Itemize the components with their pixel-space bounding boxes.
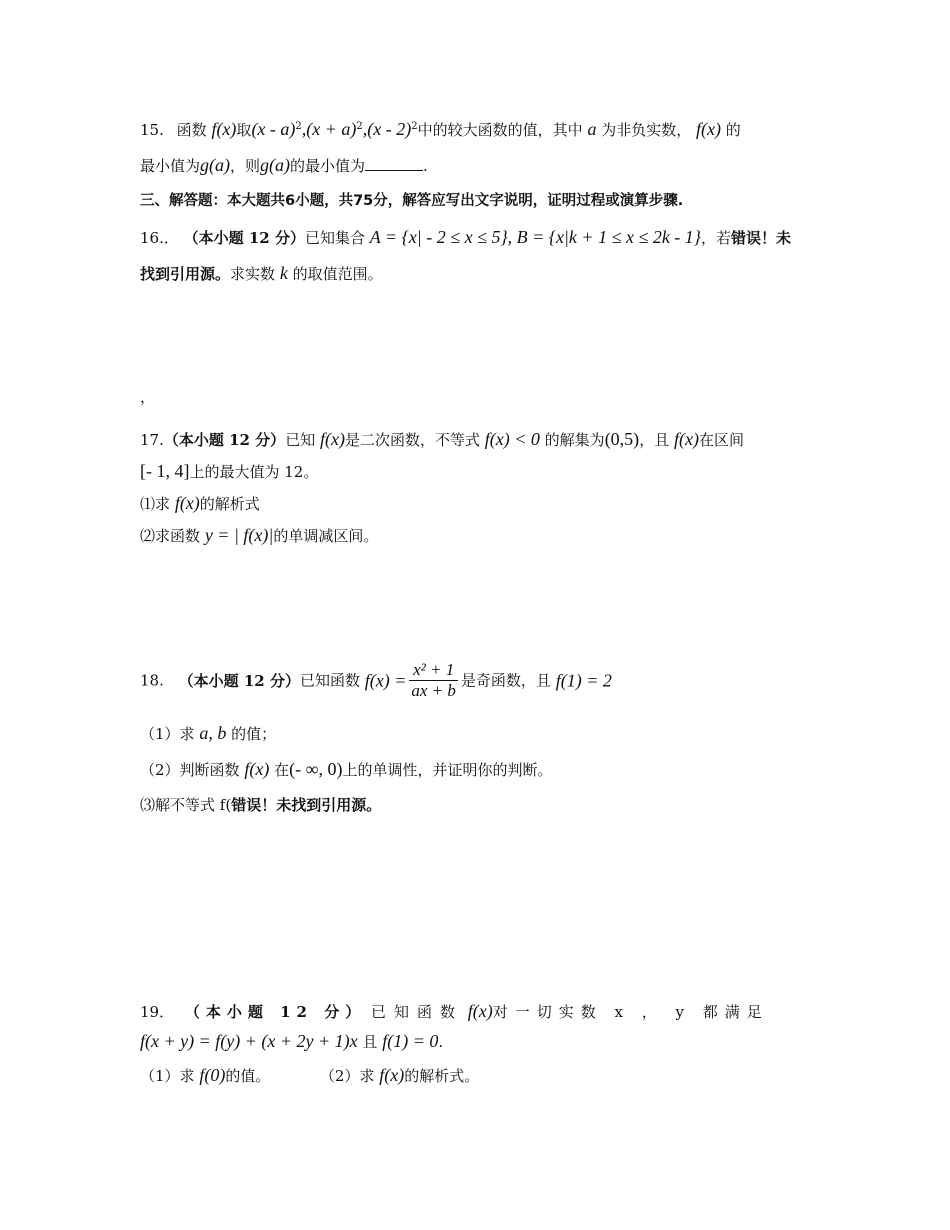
- q16-sets: A = {x| - 2 ≤ x ≤ 5}, B = {x|k + 1 ≤ x ≤ 2k - 1}: [369, 227, 701, 247]
- q18-part-1: （1）求 a, b 的值；: [140, 723, 277, 743]
- q17-line-2: [- 1, 4]上的最大值为 12。: [140, 461, 319, 481]
- q18-part-3: ⑶解不等式 f(错误！未找到引用源。: [140, 796, 382, 814]
- q16-line-2: 找到引用源。求实数 k 的取值范围。: [140, 263, 383, 283]
- q19-number: 19．: [140, 1003, 175, 1021]
- answer-blank: [365, 156, 423, 171]
- q19-line-1: 19． （本小题 12 分） 已知函数 f(x)对一切实数 x ， y 都满足: [140, 1001, 769, 1021]
- q18-number: 18.: [140, 671, 164, 690]
- q18-line-1: 18. （本小题 12 分）已知函数 f(x) = $\frac{\text{x² + 1}}{ax + b}$ 是奇函数，且 f(1) = 2: [140, 660, 612, 700]
- q16-line-1: 16.． （本小题 12 分）已知集合 A = {x| - 2 ≤ x ≤ 5}, B = {x|k + 1 ≤ x ≤ 2k - 1}，若错误！未: [140, 227, 792, 247]
- stray-comma: ，: [140, 388, 156, 406]
- q16-number: 16.．: [140, 229, 179, 247]
- q18-fraction: $\frac{\text{x² + 1}}{ax + b}$: [411, 660, 456, 700]
- q15-line-2: 最小值为g(a)，则g(a)的最小值为 .: [140, 155, 428, 175]
- q15-number: 15.: [140, 121, 164, 139]
- q18-part-2: （2）判断函数 f(x) 在(- ∞, 0)上的单调性，并证明你的判断。: [140, 759, 553, 779]
- q16-error-ref-2: 找到引用源。: [140, 265, 231, 283]
- q16-score-label: （本小题 12 分）: [183, 229, 305, 247]
- q16-error-ref-1: 错误！未: [731, 229, 792, 247]
- q17-part-1: ⑴求 f(x)的解析式: [140, 493, 260, 513]
- q19-parts: （1）求 f(0)的值。 （2）求 f(x)的解析式。: [140, 1065, 480, 1085]
- q19-score-label: （本小题 12 分）: [184, 1003, 367, 1021]
- q15-line-1: 15. 函数 f(x)取$(x - a)^2,(x + a)^2,(x - 2)^2$中的较大函数的值，其中 a 为非负实数， f(x) 的: [140, 119, 741, 139]
- q17-number: 17.: [140, 431, 164, 449]
- q19-line-2: f(x + y) = f(y) + (x + 2y + 1)x 且 f(1) = 0.: [140, 1031, 444, 1051]
- q18-error-ref: 错误！未找到引用源。: [231, 796, 382, 814]
- q17-part-2: ⑵求函数 y = | f(x)|的单调减区间。: [140, 525, 379, 545]
- q17-score-label: （本小题 12 分）: [163, 431, 286, 449]
- q17-line-1: 17.（本小题 12 分）已知 f(x)是二次函数，不等式 f(x) < 0 的解集为(0,5)，且 f(x)在区间: [140, 429, 744, 449]
- section-header: 三、解答题：本大题共6小题，共75分，解答应写出文字说明，证明过程或演算步骤.: [140, 193, 684, 209]
- q18-score-label: （本小题 12 分）: [178, 671, 300, 690]
